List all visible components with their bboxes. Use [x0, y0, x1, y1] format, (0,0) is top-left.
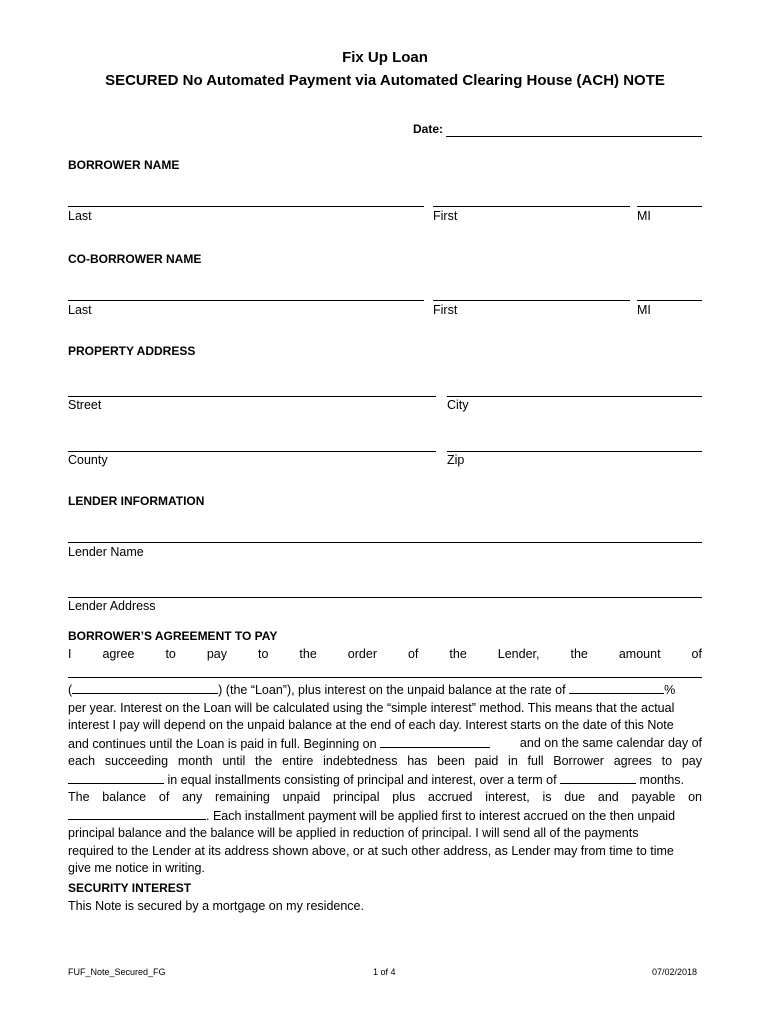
county-label: County: [68, 453, 108, 467]
borrower-last-line[interactable]: [68, 206, 424, 207]
footer-page-number: 1 of 4: [373, 967, 396, 977]
term-months-field[interactable]: [560, 771, 636, 784]
loan-amount-words-line[interactable]: [68, 677, 702, 678]
document-subtitle: SECURED No Automated Payment via Automated Clearing House (ACH) NOTE: [105, 72, 665, 89]
security-text: This Note is secured by a mortgage on my residence.: [68, 899, 364, 913]
co-borrower-heading: CO-BORROWER NAME: [68, 252, 202, 266]
street-label: Street: [68, 398, 102, 412]
lender-address-line[interactable]: [68, 597, 702, 598]
date-field-line[interactable]: [446, 136, 702, 137]
agreement-paragraph: ( ) (the “Loan”), plus interest on the unpaid balance at the rate of % per year. Interest on the Loan will be calculated using the “simple interest” method. This means that the actual interest I pay will depend on the unpaid balance at the end of each day. Interest starts on the date of this Note and continues until the Loan is paid in full. Beginning on and on the same calendar day of each succeeding month until the entire indebtedness has been paid in full Borrower agrees to pay in equal installments consisting of principal and interest, over a term of months. The balance of any remaining unpaid principal plus accrued interest, is due and payable on . Each installment payment will be applied first to interest accrued on the then unpaid principal balance and the balance will be applied in reduction of principal. I will send all of the payments required to the Lender at its address shown above, or at such other address, as Lender may from time to time give me notice in writing.: [68, 683, 702, 875]
county-line[interactable]: [68, 451, 436, 452]
interest-rate-field[interactable]: [569, 681, 664, 694]
zip-line[interactable]: [447, 451, 702, 452]
loan-amount-field[interactable]: [72, 681, 218, 694]
start-date-field[interactable]: [380, 735, 490, 748]
lender-name-line[interactable]: [68, 542, 702, 543]
co-borrower-first-line[interactable]: [433, 300, 630, 301]
borrower-first-line[interactable]: [433, 206, 630, 207]
borrower-mi-label: MI: [637, 209, 651, 223]
payment-amount-field[interactable]: [68, 771, 164, 784]
property-heading: PROPERTY ADDRESS: [68, 344, 196, 358]
street-line[interactable]: [68, 396, 436, 397]
city-line[interactable]: [447, 396, 702, 397]
agreement-heading: BORROWER’S AGREEMENT TO PAY: [68, 629, 278, 643]
lender-name-label: Lender Name: [68, 545, 144, 559]
co-borrower-mi-line[interactable]: [637, 300, 702, 301]
footer-doc-id: FUF_Note_Secured_FG: [68, 967, 166, 977]
agreement-line-1: I agree to pay to the order of the Lender, the amount of: [68, 647, 702, 661]
zip-label: Zip: [447, 453, 465, 467]
co-borrower-last-label: Last: [68, 303, 92, 317]
maturity-date-field[interactable]: [68, 807, 206, 820]
borrower-last-label: Last: [68, 209, 92, 223]
lender-address-label: Lender Address: [68, 599, 156, 613]
co-borrower-first-label: First: [433, 303, 458, 317]
co-borrower-mi-label: MI: [637, 303, 651, 317]
date-label: Date:: [413, 122, 444, 136]
footer-date: 07/02/2018: [652, 967, 698, 977]
borrower-first-label: First: [433, 209, 458, 223]
co-borrower-last-line[interactable]: [68, 300, 424, 301]
lender-heading: LENDER INFORMATION: [68, 494, 205, 508]
city-label: City: [447, 398, 469, 412]
security-heading: SECURITY INTEREST: [68, 881, 192, 895]
borrower-mi-line[interactable]: [637, 206, 702, 207]
document-title: Fix Up Loan: [342, 49, 428, 66]
borrower-heading: BORROWER NAME: [68, 158, 180, 172]
